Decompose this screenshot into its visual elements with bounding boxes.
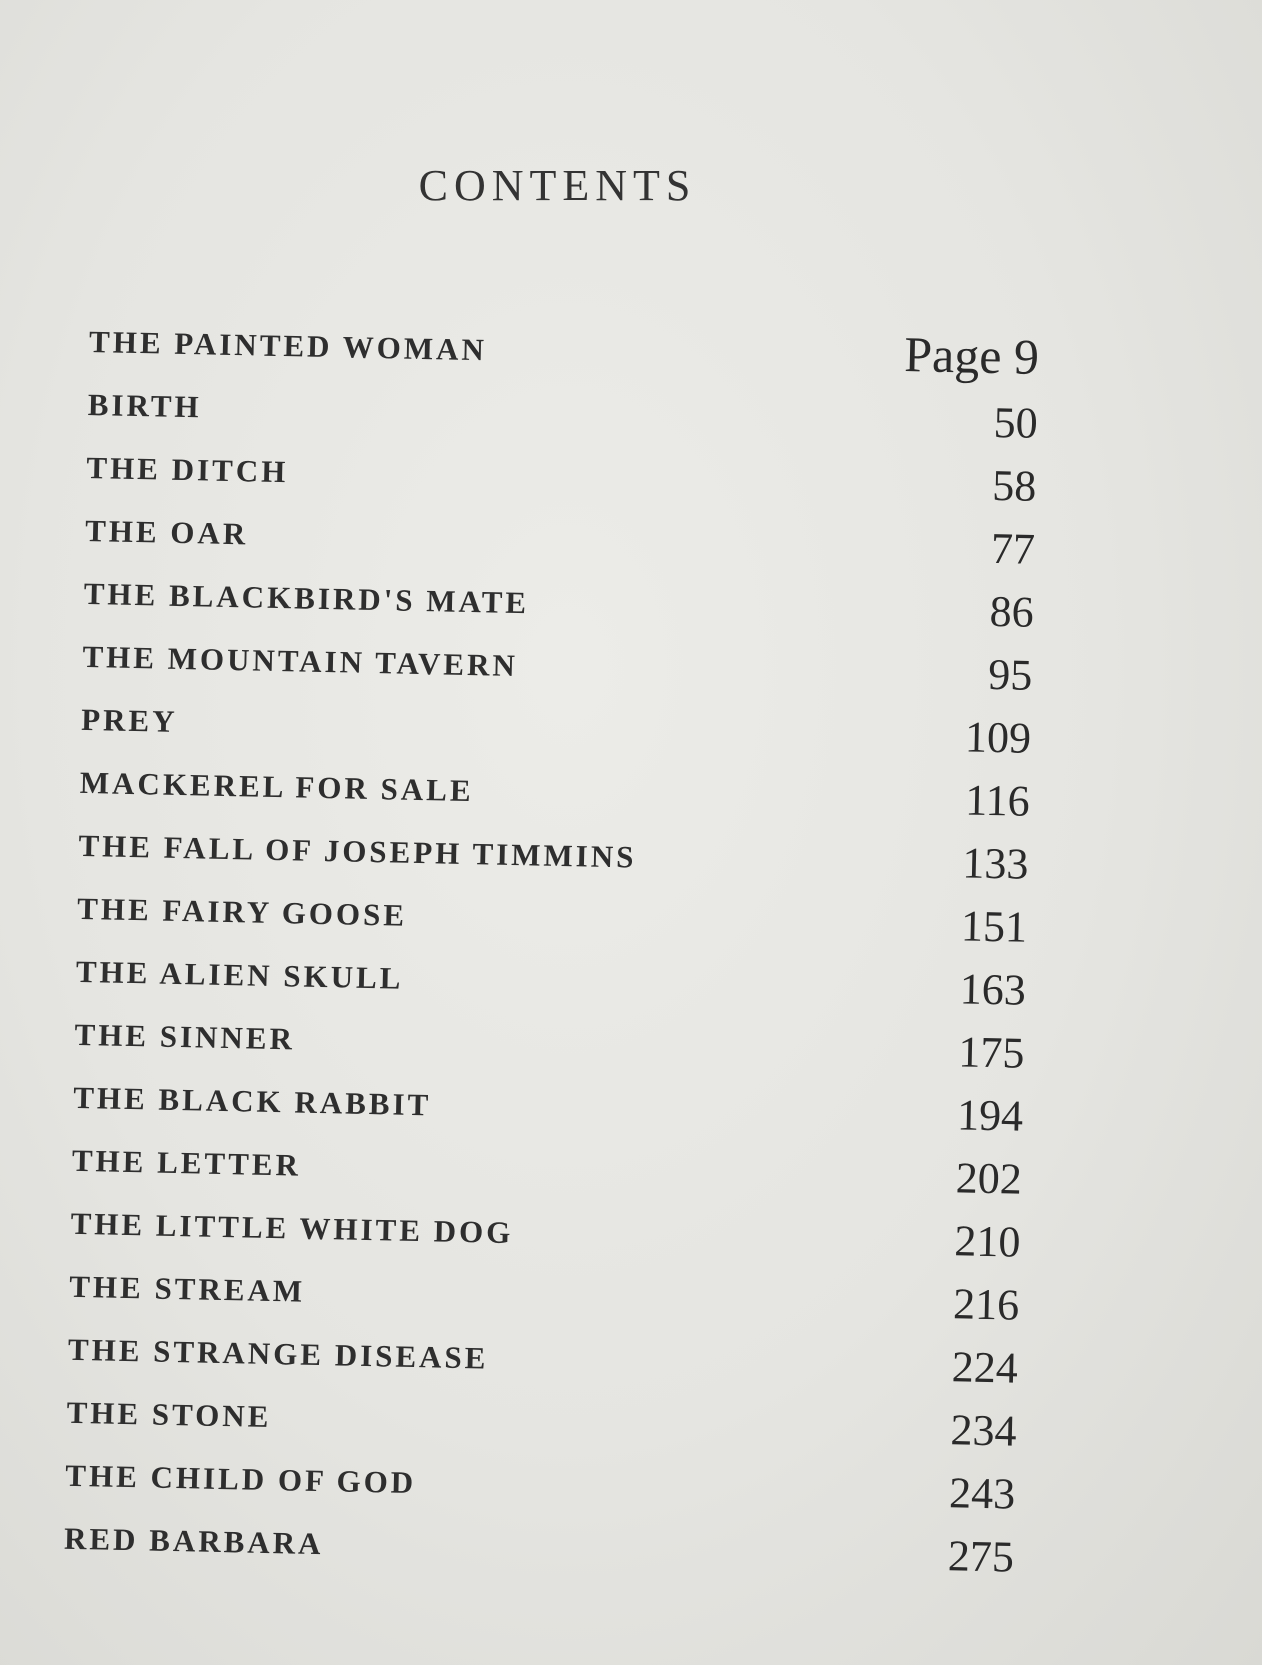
toc-entry-title: THE BLACKBIRD'S MATE	[83, 575, 530, 621]
toc-entry-title: THE FALL OF JOSEPH TIMMINS	[78, 827, 637, 875]
toc-entry-page: 163	[959, 964, 1027, 1015]
toc-entry-title: THE LETTER	[71, 1142, 302, 1183]
toc-entry-title: PREY	[80, 701, 178, 739]
toc-entry-title: THE OAR	[84, 512, 249, 552]
toc-entry-page: 234	[950, 1405, 1018, 1456]
toc-entry-page: 194	[956, 1090, 1024, 1141]
toc-entry-title: THE PAINTED WOMAN	[88, 323, 488, 368]
contents-heading: CONTENTS	[418, 161, 697, 210]
toc-entry-page: 77	[990, 523, 1036, 574]
toc-entry-page: 216	[952, 1279, 1020, 1330]
toc-entry-title: THE MOUNTAIN TAVERN	[82, 638, 519, 684]
toc-entry-title: THE DITCH	[86, 449, 289, 490]
toc-entry-title: MACKEREL FOR SALE	[79, 764, 474, 809]
toc-entry-title: THE STREAM	[68, 1268, 306, 1309]
toc-entry-page: 86	[989, 586, 1035, 637]
toc-entry-page: 202	[955, 1153, 1023, 1204]
toc-entry-title: THE FAIRY GOOSE	[76, 890, 408, 933]
toc-entry-page: 275	[947, 1531, 1015, 1582]
toc-entry-title: THE SINNER	[74, 1016, 296, 1057]
toc-entry-title: THE BLACK RABBIT	[72, 1079, 432, 1123]
toc-entry-title: THE ALIEN SKULL	[75, 953, 404, 996]
toc-entry-page: 116	[964, 775, 1031, 826]
toc-entry-title: THE STONE	[66, 1394, 272, 1435]
toc-entry-page: 210	[953, 1216, 1021, 1267]
toc-entry-page: 175	[957, 1027, 1025, 1078]
toc-entry-page: 58	[991, 460, 1037, 511]
toc-entry-title: RED BARBARA	[63, 1520, 324, 1562]
table-of-contents	[63, 300, 1039, 1587]
toc-entry-page: Page 9	[903, 326, 1040, 385]
toc-entry-page: 224	[951, 1342, 1019, 1393]
toc-entry-page: 95	[987, 649, 1033, 700]
toc-entry-page: 109	[964, 712, 1032, 763]
toc-entry-title: THE CHILD OF GOD	[65, 1457, 417, 1501]
toc-entry-page: 243	[948, 1468, 1016, 1519]
toc-entry-page: 50	[993, 397, 1039, 448]
toc-entry-page: 151	[960, 901, 1028, 952]
toc-entry-title: THE LITTLE WHITE DOG	[70, 1205, 514, 1251]
toc-entry-title: BIRTH	[87, 386, 202, 425]
toc-entry-title: THE STRANGE DISEASE	[67, 1331, 489, 1376]
toc-entry-page: 133	[961, 838, 1029, 889]
